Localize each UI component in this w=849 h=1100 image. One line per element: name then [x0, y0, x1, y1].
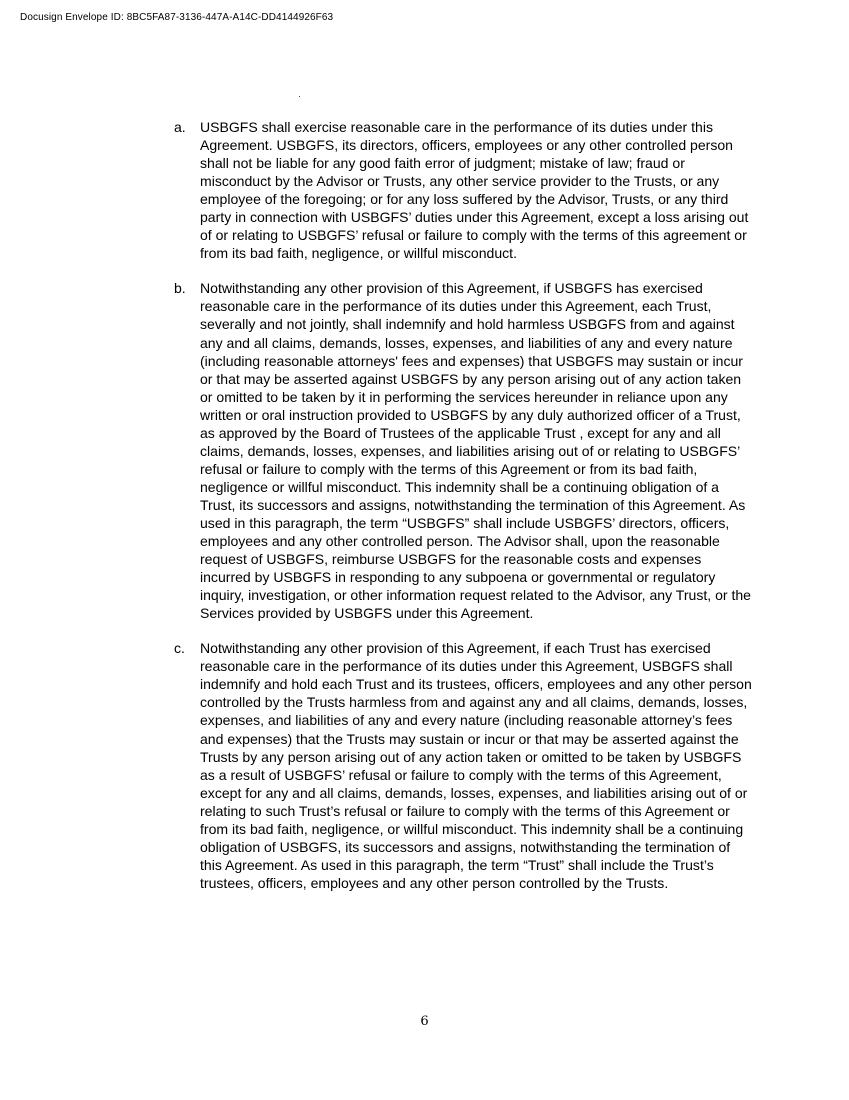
clause-a [174, 118, 752, 262]
clause-text: Notwithstanding any other provision of this Agreement, if USBGFS has exercised reasonable care in the performance of its duties under this Agreement, each Trust, severally and not jointly, shall indemnify and hold harmless USBGFS from and against any and all claims, demands, losses, expenses, and liabilities of any and every nature (including reasonable attorneys' fees and expenses) that USBGFS may sustain or incur or that may be asserted against USBGFS by any person arising out of any action taken or omitted to be taken by it in performing the services hereunder in reliance upon any written or oral instruction provided to USBGFS by any duly authorized officer of a Trust, as approved by the Board of Trustees of the applicable Trust , except for any and all claims, demands, losses, expenses, and liabilities arising out of or relating to USBGFS’ refusal or failure to comply with the terms of this Agreement or from its bad faith, negligence or willful misconduct. This indemnity shall be a continuing obligation of a Trust, its successors and assigns, notwithstanding the termination of this Agreement. As used in this paragraph, the term “USBGFS” shall include USBGFS’ directors, officers, employees and any other controlled person. The Advisor shall, upon the reasonable request of USBGFS, reimburse USBGFS for the reasonable costs and expenses incurred by USBGFS in responding to any subpoena or governmental or regulatory inquiry, investigation, or other information request related to the Advisor, any Trust, or the Services provided by USBGFS under this Agreement. [200, 280, 751, 622]
clause-text: Notwithstanding any other provision of this Agreement, if each Trust has exercised reasonable care in the performance of its duties under this Agreement, USBGFS shall indemnify and hold each Trust and its trustees, officers, employees and any other person controlled by the Trusts harmless from and against any and all claims, demands, losses, expenses, and liabilities of any and every nature (including reasonable attorney’s fees and expenses) that the Trusts may sustain or incur or that may be asserted against the Trusts by any person arising out of any action taken or omitted to be taken by USBGFS as a result of USBGFS’ refusal or failure to comply with the terms of this Agreement, except for any and all claims, demands, losses, expenses, and liabilities arising out of or relating to such Trust’s refusal or failure to comply with the terms of this Agreement or from its bad faith, negligence, or willful misconduct. This indemnity shall be a continuing obligation of USBGFS, its successors and assigns, notwithstanding the termination of this Agreement. As used in this paragraph, the term “Trust” shall include the Trust’s trustees, officers, employees and any other person controlled by the Trusts. [200, 640, 752, 891]
clause-letter: a. [174, 119, 186, 135]
clause-letter: b. [174, 280, 186, 297]
clause-text: USBGFS shall exercise reasonable care in the performance of its duties under this Agreement. USBGFS, its directors, officers, employees or any other controlled person shall not be liable for any good faith error of judgment; mistake of law; fraud or misconduct by the Advisor or Trusts, any other service provider to the Trusts, or any employee of the foregoing; or for any loss suffered by the Advisor, Trusts, or any third party in connection with USBGFS’ duties under this Agreement, except a loss arising out of or relating to USBGFS’ refusal or failure to comply with the terms of this agreement or from its bad faith, negligence, or willful misconduct. [200, 119, 749, 262]
clause-letter: c. [174, 640, 185, 657]
page-number: 6 [420, 1014, 429, 1029]
indemnification-clauses [174, 118, 752, 909]
stray-mark [299, 96, 300, 97]
clause-c [174, 639, 752, 892]
clause-b [174, 279, 752, 622]
envelope-id-header: Docusign Envelope ID: 8BC5FA87-3136-447A-A14C-DD4144926F63 [20, 12, 334, 23]
